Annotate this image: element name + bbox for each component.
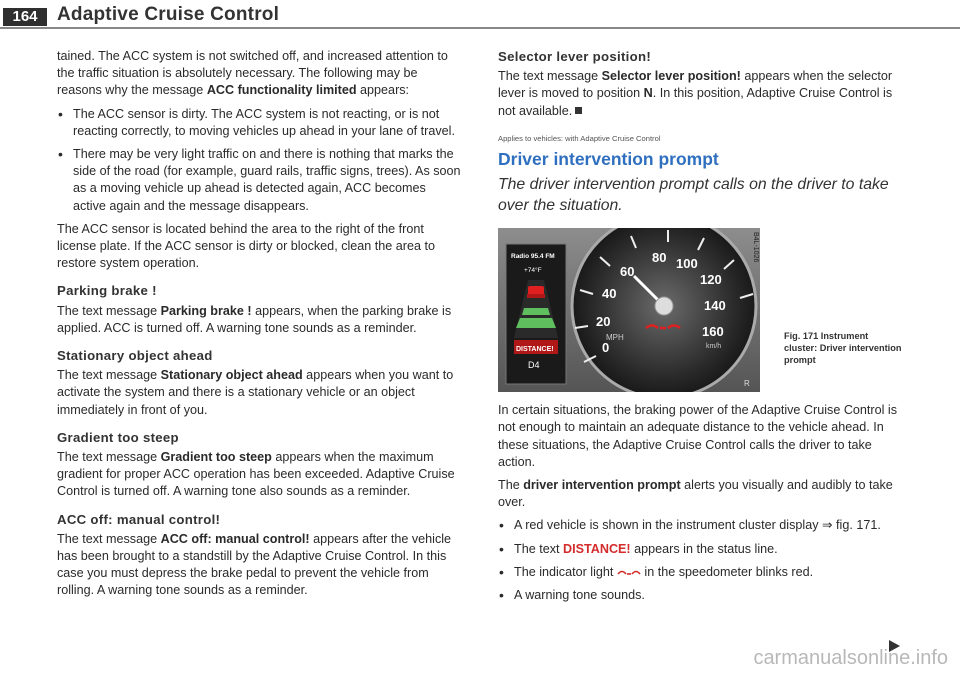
speed-label: 120 [700,272,722,288]
paragraph-parking-brake: The text message Parking brake ! appears, when the parking brake is applied. ACC is turned off. A warning tone sounds as a reminder. [57,303,452,335]
left-column [57,48,462,606]
outside-temperature-text: +74°F [524,267,542,275]
heading-stationary-object: Stationary object ahead [57,348,213,364]
speed-label: 20 [596,314,611,330]
distance-warning-text: DISTANCE! [516,346,554,354]
speed-label: 100 [676,256,698,272]
paragraph-stationary-object: The text message Stationary object ahead appears when you want to activate the system and there is a stationary vehicle or an object immediately in front of you. [57,368,454,417]
section-intro: The driver intervention prompt calls on the driver to take over the situation. [498,176,889,215]
figure-caption: Fig. 171 Instrument cluster: Driver intervention prompt [784,331,902,366]
page-number: 164 [3,8,47,26]
speed-label: 40 [602,286,617,302]
heading-selector-lever: Selector lever position! [498,49,652,64]
speed-label: 140 [704,298,726,314]
red-vehicle-icon [527,286,545,298]
speed-label: 60 [620,264,635,280]
kmh-label: km/h [706,343,722,351]
paragraph-alerts: The driver intervention prompt alerts you visually and audibly to take over. [498,478,893,510]
radio-station-text: Radio 95.4 FM [511,253,555,261]
list-item: • The indicator light in the speedometer blinks red. [498,564,900,581]
speed-label: 160 [702,324,724,340]
list-item: • The ACC sensor is dirty. The ACC system is not reacting, or is not reacting correctly, to moving vehicles up ahead in your lane of travel. [57,106,462,140]
list-item: • There may be very light traffic on and there is nothing that marks the side of the road (for example, guard rails, traffic signs, trees). As soon as a moving vehicle up ahead is detected again, ACC becomes active again and the message disappears. [57,146,462,215]
figure-code: B4L-1026 [752,232,759,263]
heading-manual-control: ACC off: manual control! [57,511,221,527]
paragraph-selector-lever: The text message Selector lever position! appears when the selector lever is moved to position N. In this position, Adaptive Cruise Control is not available. [498,69,893,118]
paragraph-gradient: The text message Gradient too steep appears when the maximum gradient for proper ACC operation has been exceeded. Adaptive Cruise Control is turned off. A warning tone also sounds as a reminder. [57,450,455,499]
heading-gradient: Gradient too steep [57,429,179,445]
heading-parking-brake: Parking brake ! [57,283,157,299]
section-title: Driver intervention prompt [498,149,719,170]
watermark: carmanualsonline.info [753,647,948,669]
distance-indicator-light-icon [617,567,641,576]
paragraph-braking-power: In certain situations, the braking power of the Adaptive Cruise Control is not enough to maintain an adequate distance to the vehicle ahead. In these situations, the Adaptive Cruise Control calls the driver to take action. [498,403,898,469]
paragraph-sensor-location: The ACC sensor is located behind the area to the right of the front license plate. If the ACC sensor is dirty or blocked, clean the area to restore system operation. [57,221,436,271]
page-header [0,0,960,32]
list-item: • A warning tone sounds. [498,587,900,604]
speed-label: 80 [652,250,667,266]
figure-171 [498,228,900,392]
paragraph-functionality-limited: tained. The ACC system is not switched off, and increased attention to the traffic situation is absolutely necessary. The following may be reasons why the message ACC functionality limited appears: [57,49,448,98]
instrument-cluster-image [498,228,760,392]
distance-bar-green [522,308,550,315]
header-rule [0,27,960,29]
list-item: • A red vehicle is shown in the instrument cluster display ⇒ fig. 171. [498,517,900,534]
end-of-section-icon [575,107,582,114]
speed-label: 0 [602,340,610,356]
fuel-gauge-label: R [744,379,750,389]
distance-bar-green [516,318,556,328]
mph-label: MPH [606,333,624,343]
right-column [498,48,900,610]
list-item: • The text DISTANCE! appears in the status line. [498,541,900,558]
applies-to-note: Applies to vehicles: with Adaptive Cruise Control [498,133,661,143]
chapter-title: Adaptive Cruise Control [57,4,280,25]
paragraph-manual-control: The text message ACC off: manual control! appears after the vehicle has been brought to a standstill by the Adaptive Cruise Control. In this case you must depress the brake pedal to prevent the vehicle from rolling. A warning tone sounds as a reminder. [57,531,452,598]
gear-indicator: D4 [528,360,540,371]
